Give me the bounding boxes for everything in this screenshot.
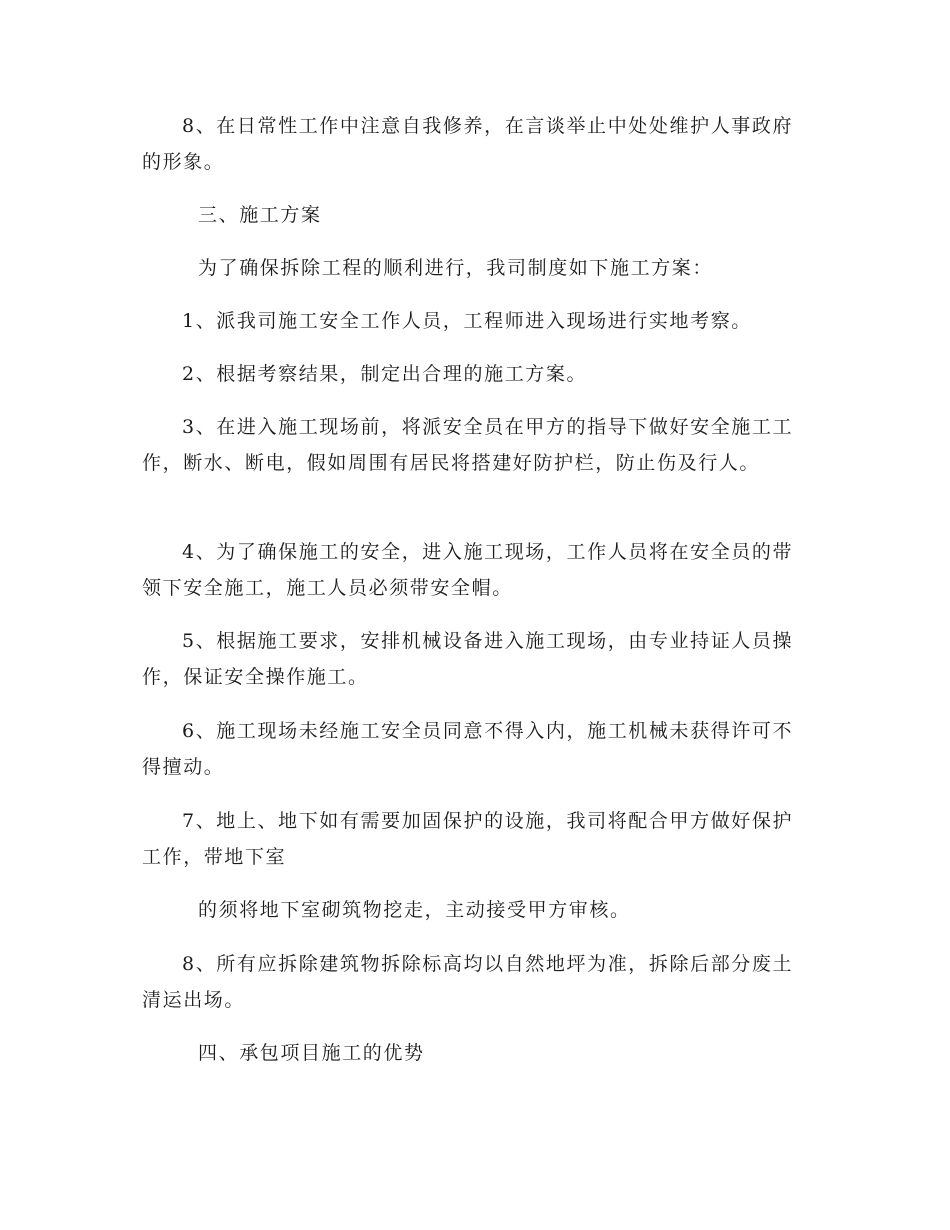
paragraph-item-3: 3、在进入施工现场前，将派安全员在甲方的指导下做好安全施工工作，断水、断电，假如周围有居民将搭建好防护栏，防止伤及行人。 [142,416,794,474]
paragraph-item-8-self-cultivation: 8、在日常性工作中注意自我修养，在言谈举止中处处维护人事政府的形象。 [142,115,794,173]
paragraph-item-7: 7、地上、地下如有需要加固保护的设施，我司将配合甲方做好保护工作，带地下室 [142,810,794,868]
paragraph-item-1: 1、派我司施工安全工作人员，工程师进入现场进行实地考察。 [182,310,752,332]
paragraph-item-4: 4、为了确保施工的安全，进入施工现场，工作人员将在安全员的带领下安全施工，施工人员必须带安全帽。 [142,541,794,599]
paragraph-item-2: 2、根据考察结果，制定出合理的施工方案。 [182,363,588,385]
paragraph-item-5: 5、根据施工要求，安排机械设备进入施工现场，由专业持证人员操作，保证安全操作施工。 [142,630,794,688]
paragraph-item-7-continued: 的须将地下室砌筑物挖走，主动接受甲方审核。 [198,899,631,921]
section-heading-construction-plan: 三、施工方案 [198,204,322,226]
section-heading-advantages: 四、承包项目施工的优势 [198,1042,425,1064]
paragraph-item-8-demolition: 8、所有应拆除建筑物拆除标高均以自然地坪为准，拆除后部分废土清运出场。 [142,953,794,1011]
paragraph-intro: 为了确保拆除工程的顺利进行，我司制度如下施工方案： [198,257,714,279]
paragraph-item-6: 6、施工现场未经施工安全员同意不得入内，施工机械未获得许可不得擅动。 [142,720,794,778]
